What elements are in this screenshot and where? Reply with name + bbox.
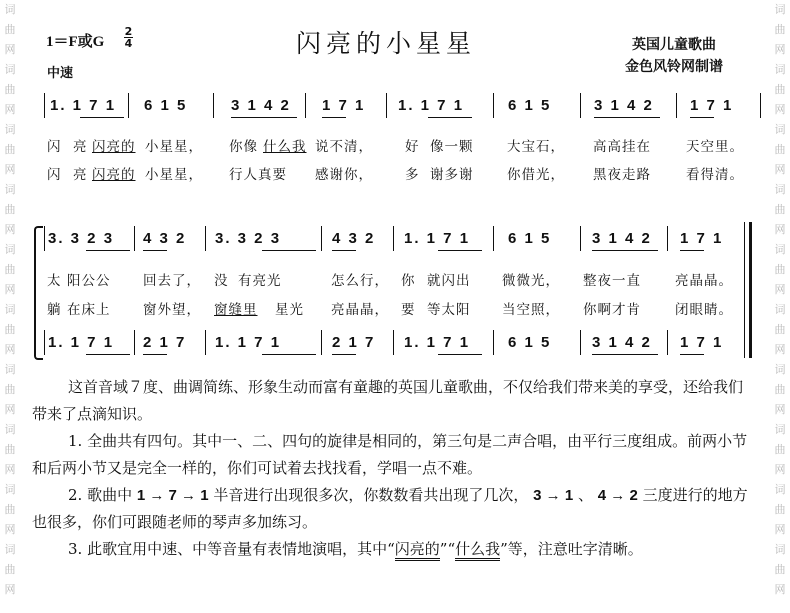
point2-middle: 半音进行出现很多次，你数数看共出现了几次，	[213, 486, 529, 504]
lyric: 闪亮的	[92, 139, 136, 155]
watermark-char: 词	[774, 483, 786, 496]
watermark-char: 词	[774, 363, 786, 376]
watermark-char: 网	[774, 523, 786, 536]
watermark-char: 词	[4, 543, 16, 556]
lyric: 看得清。	[686, 167, 744, 183]
lyric: 星光	[275, 302, 304, 318]
watermark-char: 曲	[4, 383, 16, 396]
watermark-char: 曲	[774, 563, 786, 576]
watermark-right	[772, 0, 788, 600]
lyric: 什么我	[263, 139, 307, 155]
watermark-char: 词	[774, 243, 786, 256]
watermark-char: 曲	[774, 203, 786, 216]
lyric: 太	[47, 273, 62, 289]
watermark-char: 词	[774, 423, 786, 436]
watermark-char: 网	[4, 283, 16, 296]
lyric: 谢多谢	[430, 167, 474, 183]
time-signature: 2 4	[124, 25, 133, 50]
measure: 1. 1 7 1	[404, 334, 471, 351]
watermark-char: 词	[774, 123, 786, 136]
lyric: 亮晶晶。	[675, 273, 733, 289]
watermark-char: 曲	[774, 443, 786, 456]
lyric: 大宝石，	[507, 139, 565, 155]
measure: 3 1 4 2	[592, 334, 652, 351]
measure: 1 7 1	[680, 230, 724, 247]
watermark-char: 词	[774, 63, 786, 76]
watermark-char: 曲	[4, 263, 16, 276]
watermark-char: 网	[774, 403, 786, 416]
lyric: 说不清，	[315, 139, 373, 155]
watermark-char: 曲	[4, 443, 16, 456]
lyric: 整夜一直	[583, 273, 641, 289]
lyric: 就闪出	[427, 273, 471, 289]
lyric: 好	[405, 139, 420, 155]
lyric: 像一颗	[430, 139, 474, 155]
lyric: 亮	[73, 167, 88, 183]
watermark-char: 网	[4, 43, 16, 56]
watermark-char: 词	[4, 303, 16, 316]
measure: 3 1 4 2	[231, 97, 291, 114]
point2-third-a: 3 → 1	[533, 487, 574, 504]
lyric: 亮	[73, 139, 88, 155]
lyric: 多	[405, 167, 420, 183]
measure: 1. 1 7 1	[48, 334, 115, 351]
lyric: 高高挂在	[593, 139, 651, 155]
lyric: 等太阳	[427, 302, 471, 318]
lyric: 行人真要	[229, 167, 287, 183]
watermark-char: 网	[774, 283, 786, 296]
point3-quote-2: 什么我	[455, 540, 500, 561]
measure: 3 1 4 2	[594, 97, 654, 114]
lyric: 天空里。	[686, 139, 744, 155]
point2-half-step: 1 → 7 → 1	[136, 487, 209, 504]
lyric: 回去了，	[143, 273, 201, 289]
lyric: 躺	[47, 302, 62, 318]
lyric: 小星星，	[145, 139, 203, 155]
measure: 1 7 1	[680, 334, 724, 351]
point3-prefix: 3. 此歌宜用中速、中等音量有表情地演唱，其中“	[68, 540, 395, 558]
lyric: 小星星，	[145, 167, 203, 183]
measure: 1. 1 7 1	[215, 334, 282, 351]
watermark-char: 词	[4, 183, 16, 196]
intro-paragraph: 这首音域７度、曲调简练、形象生动而富有童趣的英国儿童歌曲，不仅给我们带来美的享受，还给我们带来了点滴知识。	[32, 378, 744, 423]
lyric: 窗缝里	[214, 302, 258, 318]
point3-quote-1: 闪亮的	[395, 540, 440, 561]
lyric: 怎么行，	[331, 273, 389, 289]
watermark-char: 曲	[774, 503, 786, 516]
watermark-char: 网	[774, 343, 786, 356]
song-type: 英国儿童歌曲	[632, 37, 716, 53]
measure: 3 1 4 2	[592, 230, 652, 247]
watermark-char: 曲	[774, 143, 786, 156]
watermark-char: 曲	[774, 263, 786, 276]
watermark-char: 曲	[4, 83, 16, 96]
measure: 6 1 5	[508, 230, 552, 247]
watermark-char: 网	[4, 343, 16, 356]
lyric: 黑夜走路	[593, 167, 651, 183]
point2-sep: 、	[577, 486, 593, 504]
measure: 1. 1 7 1	[404, 230, 471, 247]
note-point-3	[32, 536, 756, 563]
lyric: 要	[401, 302, 416, 318]
lyric: 微微光，	[502, 273, 560, 289]
watermark-char: 网	[4, 223, 16, 236]
note-point-1: 1. 全曲共有四句。其中一、二、四句的旋律是相同的，第三句是二声合唱，由平行三度组成。前两小节和后两小节又是完全一样的，你们可试着去找找看，学唱一点不难。	[32, 432, 748, 477]
watermark-char: 网	[4, 163, 16, 176]
watermark-left	[2, 0, 18, 600]
measure: 4 3 2	[332, 230, 376, 247]
watermark-char: 曲	[774, 323, 786, 336]
lyric: 闪亮的	[92, 167, 136, 183]
watermark-char: 网	[4, 463, 16, 476]
lyric: 有亮光	[238, 273, 282, 289]
lyric: 当空照，	[502, 302, 560, 318]
watermark-char: 曲	[4, 143, 16, 156]
watermark-char: 网	[774, 583, 786, 596]
watermark-char: 曲	[4, 203, 16, 216]
point2-third-b: 4 → 2	[597, 487, 638, 504]
lyric: 你像	[229, 139, 258, 155]
watermark-char: 曲	[4, 503, 16, 516]
measure: 6 1 5	[508, 97, 552, 114]
lyric: 闪	[47, 139, 62, 155]
lyric: 阳公公	[67, 273, 111, 289]
measure: 3. 3 2 3	[215, 230, 282, 247]
watermark-char: 曲	[774, 383, 786, 396]
watermark-char: 词	[4, 243, 16, 256]
lyric: 亮晶晶，	[331, 302, 389, 318]
watermark-char: 网	[4, 523, 16, 536]
system-brace	[34, 226, 43, 360]
watermark-char: 网	[774, 43, 786, 56]
lyric: 闭眼睛。	[675, 302, 733, 318]
lyric: 你啊才肯	[583, 302, 641, 318]
measure: 2 1 7	[143, 334, 187, 351]
note-point-2	[32, 482, 756, 536]
watermark-char: 词	[4, 3, 16, 16]
measure: 1 7 1	[690, 97, 734, 114]
measure: 2 1 7	[332, 334, 376, 351]
watermark-char: 词	[4, 63, 16, 76]
measure: 1. 1 7 1	[398, 97, 465, 114]
tempo-marking: 中速	[47, 66, 74, 81]
watermark-char: 网	[774, 103, 786, 116]
measure: 1. 1 7 1	[50, 97, 117, 114]
measure: 4 3 2	[143, 230, 187, 247]
watermark-char: 词	[4, 423, 16, 436]
lyric: 你	[401, 273, 416, 289]
measure: 3. 3 2 3	[48, 230, 115, 247]
watermark-char: 词	[774, 183, 786, 196]
watermark-char: 网	[774, 163, 786, 176]
song-title: 闪亮的小星星	[296, 29, 477, 58]
key-signature: 1＝F或G	[46, 34, 105, 50]
lyric: 感谢你，	[315, 167, 373, 183]
watermark-char: 词	[774, 3, 786, 16]
lyric: 窗外望，	[143, 302, 201, 318]
watermark-char: 词	[774, 543, 786, 556]
score-credit: 金色风铃网制谱	[625, 59, 723, 75]
measure: 1 7 1	[322, 97, 366, 114]
point3-suffix: ”等，注意吐字清晰。	[500, 540, 643, 558]
watermark-char: 网	[774, 463, 786, 476]
watermark-char: 曲	[4, 563, 16, 576]
point2-suffix: 三度进行的地方也很多，你们可跟随老师的琴声多加练习。	[32, 486, 748, 531]
point3-mid: ”“	[439, 540, 456, 558]
watermark-char: 词	[4, 483, 16, 496]
watermark-char: 词	[774, 303, 786, 316]
watermark-char: 曲	[4, 323, 16, 336]
watermark-char: 曲	[774, 83, 786, 96]
watermark-char: 网	[4, 403, 16, 416]
watermark-char: 词	[4, 363, 16, 376]
watermark-char: 网	[4, 103, 16, 116]
lyric: 你借光，	[507, 167, 565, 183]
point2-prefix: 2. 歌曲中	[68, 486, 133, 504]
lyric: 在床上	[67, 302, 111, 318]
watermark-char: 曲	[4, 23, 16, 36]
lyric: 闪	[47, 167, 62, 183]
watermark-char: 网	[774, 223, 786, 236]
watermark-char: 曲	[774, 23, 786, 36]
measure: 6 1 5	[144, 97, 188, 114]
lyric: 没	[214, 273, 229, 289]
measure: 6 1 5	[508, 334, 552, 351]
watermark-char: 网	[4, 583, 16, 596]
watermark-char: 词	[4, 123, 16, 136]
